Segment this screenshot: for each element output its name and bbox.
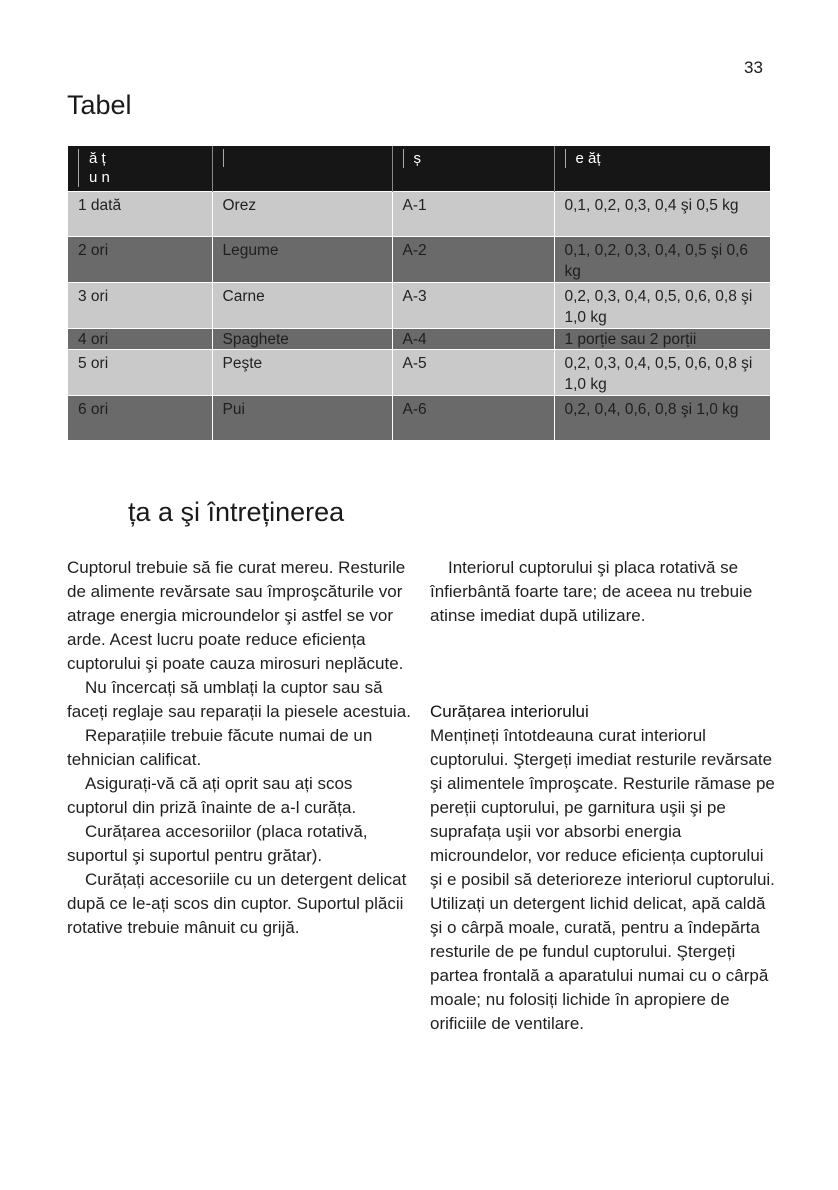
table-row [68, 192, 770, 237]
section-heading: ța a şi întreținerea [128, 497, 345, 527]
page-title: Tabel [67, 90, 132, 120]
header-weight: e ăț [554, 146, 770, 192]
cell-code: A-1 [392, 192, 554, 237]
table-row [68, 396, 770, 441]
auto-cook-table [68, 146, 770, 440]
cell-code: A-4 [392, 329, 554, 350]
cell-weight: 0,2, 0,3, 0,4, 0,5, 0,6, 0,8 şi 1,0 kg [554, 350, 770, 396]
left-column [67, 556, 412, 940]
cell-presses: 2 ori [68, 237, 212, 283]
cell-food: Legume [212, 237, 392, 283]
header-presses: ă ț u n [68, 146, 212, 192]
cell-code: A-5 [392, 350, 554, 396]
cell-code: A-3 [392, 283, 554, 329]
cell-weight: 0,1, 0,2, 0,3, 0,4, 0,5 şi 0,6 kg [554, 237, 770, 283]
paragraph: Asigurați-vă că ați oprit sau ați scos cuptorul din priză înainte de a-l curăța. [67, 774, 357, 817]
header-food [212, 146, 392, 192]
warning-note [430, 556, 775, 628]
table-header-row [68, 146, 770, 192]
cell-food: Pui [212, 396, 392, 441]
cell-code: A-2 [392, 237, 554, 283]
table-row [68, 237, 770, 283]
cell-weight: 0,1, 0,2, 0,3, 0,4 şi 0,5 kg [554, 192, 770, 237]
cell-food: Peşte [212, 350, 392, 396]
paragraph: Reparațiile trebuie făcute numai de un tehnician calificat. [67, 726, 373, 769]
paragraph: Nu încercați să umblați la cuptor sau să faceți reglaje sau reparații la piesele acestuia. [67, 678, 411, 721]
paragraph: Curățați accesoriile cu un detergent delicat după ce le-ați scos din cuptor. Suportul plăcii rotative trebuie mânuit cu grijă. [67, 870, 407, 937]
interior-text: Mențineți întotdeauna curat interiorul cuptorului. Ştergeți imediat resturile revărsate şi alimentele împroşcate. Resturile rămase pe pereții cuptorului, pe garnitura uşii şi pe suprafața uşii vor absorbi energia microundelor, vor reduce eficiența cuptorului şi e posibil să deterioreze interiorul cuptorului. Utilizați un detergent lichid delicat, apă caldă şi o cârpă moale, curată, pentru a îndepărta resturile de pe fundul cuptorului. Ştergeți partea frontală a aparatului numai cu o cârpă moale; nu folosiți lichide în apropiere de orificiile de ventilare. [430, 726, 775, 1033]
cell-presses: 5 ori [68, 350, 212, 396]
cell-presses: 6 ori [68, 396, 212, 441]
paragraph: Cuptorul trebuie să fie curat mereu. Resturile de alimente revărsate sau împroşcăturile vor atrage energia microundelor şi astfel se vor arde. Acest lucru poate reduce eficiența cuptorului şi poate cauza mirosuri neplăcute. [67, 558, 406, 673]
table-row [68, 329, 770, 350]
cell-presses: 3 ori [68, 283, 212, 329]
cell-presses: 4 ori [68, 329, 212, 350]
cell-code: A-6 [392, 396, 554, 441]
warning-text: Interiorul cuptorului şi placa rotativă se înfierbântă foarte tare; de aceea nu trebuie atinse imediat după utilizare. [430, 558, 753, 625]
interior-heading: Curățarea interiorului [430, 702, 589, 721]
header-code: ș [392, 146, 554, 192]
cell-weight: 0,2, 0,3, 0,4, 0,5, 0,6, 0,8 şi 1,0 kg [554, 283, 770, 329]
cell-food: Carne [212, 283, 392, 329]
interior-cleaning [430, 700, 775, 1036]
page-number: 33 [744, 58, 763, 77]
paragraph: Curățarea accesoriilor (placa rotativă, suportul şi suportul pentru grătar). [67, 822, 368, 865]
cell-food: Spaghete [212, 329, 392, 350]
table-row [68, 283, 770, 329]
cell-presses: 1 dată [68, 192, 212, 237]
cell-food: Orez [212, 192, 392, 237]
table-row [68, 350, 770, 396]
cell-weight: 0,2, 0,4, 0,6, 0,8 şi 1,0 kg [554, 396, 770, 441]
cell-weight: 1 porție sau 2 porții [554, 329, 770, 350]
